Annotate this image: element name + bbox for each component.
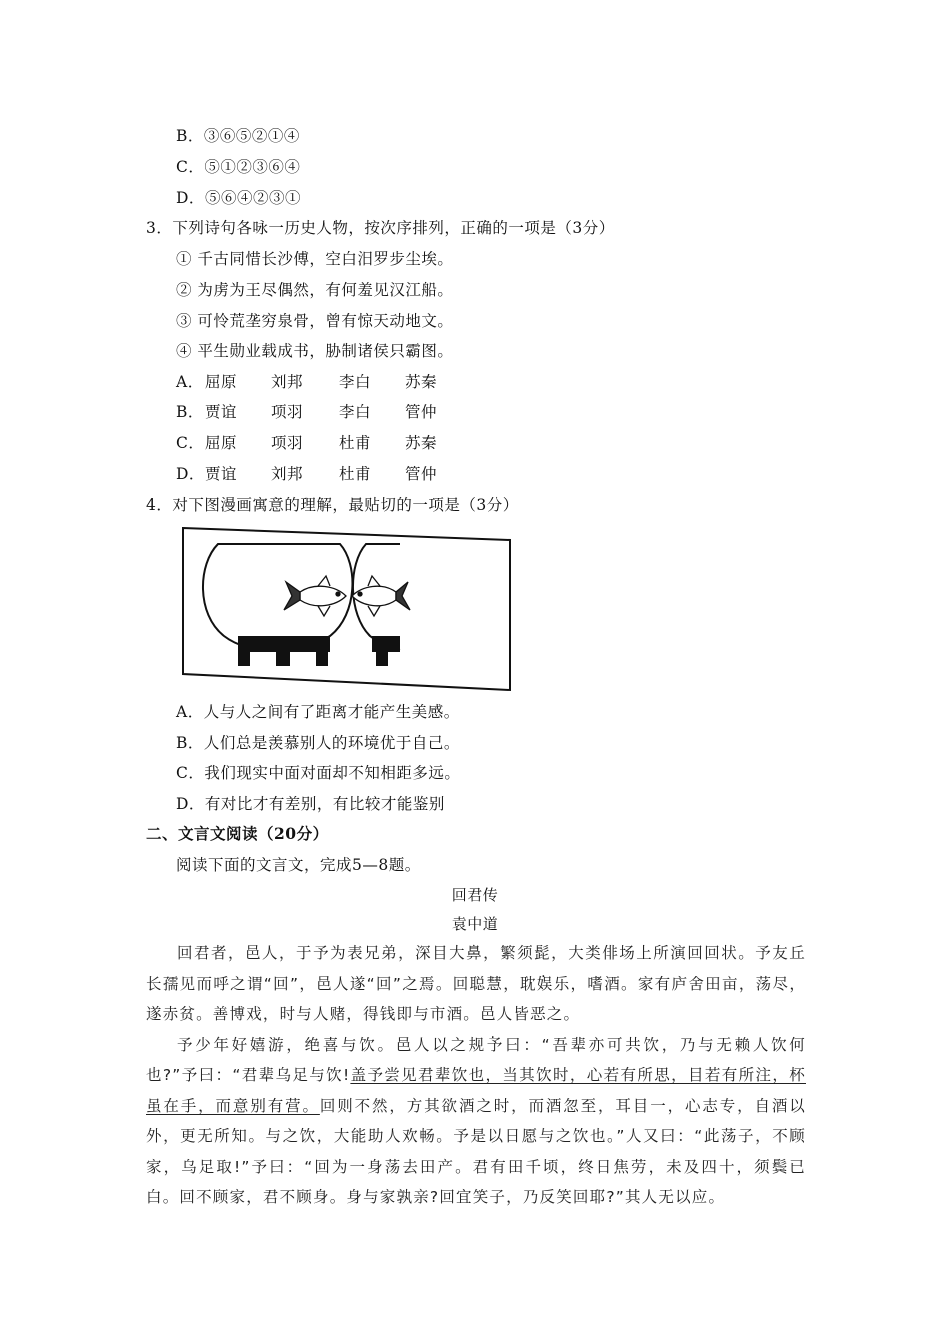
q3-option-d: D．贾谊 刘邦 杜甫 管仲 [176,465,438,483]
section-instruction: 阅读下面的文言文，完成5—8题。 [176,856,421,874]
passage-paragraph-1: 回君者，邑人，于予为表兄弟，深目大鼻，繁须髭，大类俳场上所演回回状。予友丘长孺见而呼之谓“回”，邑人遂“回”之焉。回聪慧，耽娱乐，嗜酒。家有庐舍田亩，荡尽，遂赤贫。善博戏，时与人赌，得钱即与市酒。邑人皆恶之。 [146,944,807,1023]
dotted-char: 耽 [520,974,537,993]
q4-option-c: C．我们现实中面对面却不知相距多远。 [176,764,461,782]
goldfish-bowls-cartoon [180,524,512,692]
passage-author: 袁中道 [451,915,499,933]
passage-paragraph-2: 予少年好嬉游，绝喜与饮。邑人以之规予曰：“吾辈亦可共饮，乃与无赖人饮何也?”予曰：“君辈乌足与饮!盖予尝见君辈饮也，当其饮时，心若有所思，目若有所注，杯虽在手，而意别有营。回则不然，方其欲酒之时，而酒忽至，耳目一，心志专，自酒以外，更无所知。与之饮，大能助人欢畅。予是以日愿与之饮也。”人又曰：“此荡子，不顾家，乌足取!”予曰：“回为一身荡去田产。君有田千顷，终日焦劳，未及四十，须鬓已白。回不顾家，君不顾身。身与家孰亲?回宜笑子，乃反笑回耶?”其人无以应。 [146,1035,806,1206]
dotted-char: 规 [468,1035,487,1054]
q4-option-a: A．人与人之间有了距离才能产生美感。 [176,703,460,721]
q3-poem-line-1: ① 千古同惜长沙傅，空白汨罗步尘埃。 [176,250,454,268]
section-heading: 二、文言文阅读（20分） [146,824,329,843]
q2-option-b: B．③⑥⑤②①④ [176,127,300,145]
left-bowl-stand [238,636,330,652]
q4-option-b: B．人们总是羡慕别人的环境优于自己。 [176,734,460,752]
q3-option-c: C．屈原 项羽 杜甫 苏秦 [176,434,438,452]
q4-stem: 4．对下图漫画寓意的理解，最贴切的一项是（3分） [146,496,519,514]
q4-option-d: D．有对比才有差别，有比较才能鉴别 [176,795,445,813]
passage-title: 回君传 [451,886,499,904]
q3-poem-line-3: ③ 可怜荒垄穷泉骨，曾有惊天动地文。 [176,312,454,330]
q3-poem-line-2: ② 为虏为王尽偶然，有何羞见汉江船。 [176,281,454,299]
passage-body [146,938,806,1213]
q3-option-a: A．屈原 刘邦 李白 苏秦 [176,373,438,391]
right-bowl-stand [372,636,400,652]
q2-option-d: D．⑤⑥④②③① [176,189,301,207]
underlined-sentence: 盖予尝见君辈饮也，当其饮时，心若有所思，目若有所注，杯虽在手，而意别有营。 [146,1066,806,1115]
q3-stem: 3．下列诗句各咏一历史人物，按次序排列，正确的一项是（3分） [146,219,615,237]
q2-option-c: C．⑤①②③⑥④ [176,158,301,176]
q3-option-b: B．贾谊 项羽 李白 管仲 [176,403,438,421]
q3-poem-line-4: ④ 平生勋业载成书，胁制诸侯只霸图。 [176,342,454,360]
